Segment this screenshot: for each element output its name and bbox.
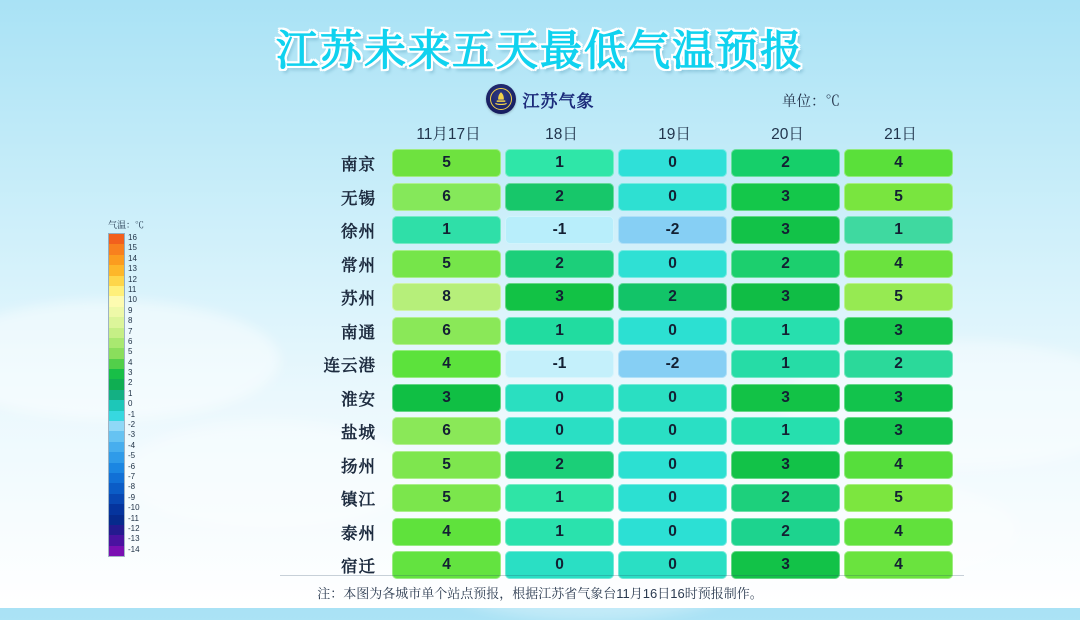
legend-tick-label: 2 [128, 378, 133, 388]
temperature-cell: 1 [505, 518, 614, 546]
table-row [280, 383, 964, 414]
legend-color-swatch [109, 390, 124, 400]
legend-tick-label: 3 [128, 368, 133, 378]
temperature-cell: 2 [731, 484, 840, 512]
legend-tick-label: -13 [128, 534, 140, 544]
legend-tick-label: 9 [128, 305, 133, 315]
weather-bureau-logo-icon [486, 84, 516, 114]
legend-color-swatch [109, 317, 124, 327]
legend-color-swatch [109, 286, 124, 296]
temperature-cell: 1 [731, 350, 840, 378]
legend-tick-label: 1 [128, 388, 133, 398]
legend-color-swatch [109, 535, 124, 545]
legend-color-swatch [109, 515, 124, 525]
legend-color-swatch [109, 296, 124, 306]
temperature-cell: 3 [392, 384, 501, 412]
forecast-table [280, 118, 964, 584]
legend-tick-label: -6 [128, 461, 136, 471]
temperature-cell: 3 [731, 183, 840, 211]
temperature-cell: 1 [505, 149, 614, 177]
column-header-day: 21日 [884, 126, 917, 143]
temperature-cell: -1 [505, 350, 614, 378]
table-row [280, 349, 964, 380]
temperature-cell: 2 [505, 183, 614, 211]
legend-tick-label: 14 [128, 253, 137, 263]
table-row [280, 483, 964, 514]
temperature-cell: -1 [505, 216, 614, 244]
temperature-cell: 1 [505, 317, 614, 345]
legend-tick-label: 15 [128, 243, 137, 253]
temperature-cell: 6 [392, 317, 501, 345]
temperature-cell: -2 [618, 350, 727, 378]
temperature-cell: 4 [844, 518, 953, 546]
legend-color-swatch [109, 276, 124, 286]
legend-color-swatch [109, 265, 124, 275]
legend-color-swatch [109, 431, 124, 441]
legend-color-swatch [109, 255, 124, 265]
table-row [280, 148, 964, 179]
legend-tick-label: -12 [128, 523, 140, 533]
legend-color-swatch [109, 483, 124, 493]
legend-color-swatch [109, 411, 124, 421]
table-header-row [280, 118, 964, 148]
temperature-cell: 4 [844, 250, 953, 278]
legend-color-swatch [109, 328, 124, 338]
legend-tick-label: 7 [128, 326, 133, 336]
legend-title: 气温：℃ [108, 220, 145, 230]
temperature-cell: 0 [618, 484, 727, 512]
legend-tick-label: -14 [128, 544, 140, 554]
temperature-cell: 1 [731, 417, 840, 445]
temperature-cell: 1 [731, 317, 840, 345]
legend-tick-label: 0 [128, 399, 133, 409]
legend-tick-label: 16 [128, 233, 137, 242]
table-row [280, 182, 964, 213]
unit-label: 单位：℃ [782, 94, 840, 110]
temperature-cell: 0 [505, 384, 614, 412]
table-row [280, 450, 964, 481]
legend-color-swatch [109, 442, 124, 452]
legend-tick-label: 4 [128, 357, 133, 367]
legend-tick-label: 13 [128, 264, 137, 274]
table-row [280, 215, 964, 246]
temperature-cell: 0 [505, 551, 614, 579]
column-header-day: 11月17日 [416, 126, 481, 143]
logo-row [0, 84, 1080, 114]
legend-color-swatch [109, 369, 124, 379]
temperature-cell: 2 [618, 283, 727, 311]
legend-color-swatch [109, 359, 124, 369]
column-header-day: 19日 [658, 126, 691, 143]
city-label: 盐城 [341, 424, 376, 443]
city-label: 泰州 [341, 524, 376, 543]
legend-tick-label: -4 [128, 440, 136, 450]
temperature-cell: 4 [392, 551, 501, 579]
legend-tick-label: 11 [128, 284, 137, 294]
temperature-cell: 3 [731, 551, 840, 579]
temperature-cell: 5 [844, 484, 953, 512]
legend-color-swatch [109, 421, 124, 431]
legend-tick-label: -5 [128, 451, 136, 461]
temperature-cell: 5 [844, 283, 953, 311]
temperature-cell: 3 [844, 384, 953, 412]
temperature-cell: 3 [731, 216, 840, 244]
legend-tick-label: -10 [128, 503, 140, 513]
city-label: 镇江 [341, 491, 376, 510]
temperature-cell: 3 [731, 384, 840, 412]
temperature-cell: 1 [392, 216, 501, 244]
temperature-cell: 6 [392, 183, 501, 211]
temperature-cell: 2 [505, 451, 614, 479]
temperature-cell: 2 [731, 250, 840, 278]
legend-tick-label: -3 [128, 430, 136, 440]
city-label: 徐州 [341, 223, 376, 242]
temperature-cell: 2 [731, 518, 840, 546]
temperature-cell: 4 [392, 518, 501, 546]
table-row [280, 517, 964, 548]
temperature-cell: -2 [618, 216, 727, 244]
temperature-cell: 3 [844, 417, 953, 445]
column-header-day: 20日 [771, 126, 804, 143]
temperature-cell: 3 [731, 283, 840, 311]
temperature-cell: 2 [505, 250, 614, 278]
temperature-cell: 1 [844, 216, 953, 244]
legend-color-swatch [109, 379, 124, 389]
legend-tick-label: -8 [128, 482, 136, 492]
legend-color-swatch [109, 307, 124, 317]
legend-color-swatch [109, 463, 124, 473]
legend-color-swatch [109, 338, 124, 348]
legend-tick-label: 10 [128, 295, 137, 305]
column-header-day: 18日 [545, 126, 578, 143]
table-row [280, 416, 964, 447]
legend-color-swatch [109, 348, 124, 358]
legend-color-swatch [109, 494, 124, 504]
temperature-cell: 2 [844, 350, 953, 378]
legend-color-swatch [109, 525, 124, 535]
legend-tick-label: 5 [128, 347, 133, 357]
city-label: 南通 [341, 323, 376, 342]
legend-color-swatch [109, 400, 124, 410]
legend-color-swatch [109, 546, 124, 556]
temperature-cell: 4 [844, 149, 953, 177]
temperature-cell: 5 [392, 451, 501, 479]
temperature-cell: 0 [618, 317, 727, 345]
legend-tick-label: -9 [128, 492, 136, 502]
legend-color-swatch [109, 244, 124, 254]
legend-color-bar [108, 233, 125, 557]
temperature-cell: 0 [618, 183, 727, 211]
temperature-legend [108, 218, 168, 557]
page-title: 江苏未来五天最低气温预报 [275, 26, 804, 75]
temperature-cell: 4 [392, 350, 501, 378]
legend-color-swatch [109, 473, 124, 483]
table-row [280, 249, 964, 280]
city-label: 常州 [341, 256, 376, 275]
table-row [280, 316, 964, 347]
temperature-cell: 8 [392, 283, 501, 311]
temperature-cell: 2 [731, 149, 840, 177]
legend-color-swatch [109, 504, 124, 514]
legend-color-swatch [109, 452, 124, 462]
temperature-cell: 0 [618, 518, 727, 546]
legend-tick-label: -1 [128, 409, 136, 419]
footnote: 注：本图为各城市单个站点预报，根据江苏省气象台11月16日16时预报制作。 [317, 586, 763, 601]
temperature-cell: 0 [618, 551, 727, 579]
legend-tick-label: 8 [128, 316, 133, 326]
legend-tick-labels [128, 233, 140, 555]
temperature-cell: 3 [731, 451, 840, 479]
temperature-cell: 6 [392, 417, 501, 445]
table-row [280, 282, 964, 313]
temperature-cell: 0 [618, 451, 727, 479]
temperature-cell: 0 [505, 417, 614, 445]
temperature-cell: 1 [505, 484, 614, 512]
city-label: 无锡 [341, 189, 376, 208]
temperature-cell: 5 [392, 484, 501, 512]
temperature-cell: 0 [618, 250, 727, 278]
temperature-cell: 4 [844, 551, 953, 579]
legend-tick-label: -7 [128, 471, 136, 481]
legend-tick-label: 12 [128, 274, 137, 284]
legend-tick-label: -2 [128, 420, 136, 430]
city-label: 宿迁 [341, 558, 376, 577]
legend-color-swatch [109, 234, 124, 244]
temperature-cell: 3 [844, 317, 953, 345]
temperature-cell: 4 [844, 451, 953, 479]
city-label: 连云港 [323, 357, 376, 376]
temperature-cell: 5 [392, 250, 501, 278]
city-label: 南京 [341, 156, 376, 175]
city-label: 扬州 [341, 457, 376, 476]
city-label: 苏州 [341, 290, 376, 309]
temperature-cell: 5 [844, 183, 953, 211]
temperature-cell: 0 [618, 417, 727, 445]
note-divider [280, 575, 964, 576]
temperature-cell: 0 [618, 149, 727, 177]
city-label: 淮安 [341, 390, 376, 409]
temperature-cell: 5 [392, 149, 501, 177]
legend-tick-label: -11 [128, 513, 139, 523]
temperature-cell: 3 [505, 283, 614, 311]
logo-label: 江苏气象 [522, 91, 595, 111]
legend-tick-label: 6 [128, 336, 133, 346]
temperature-cell: 0 [618, 384, 727, 412]
